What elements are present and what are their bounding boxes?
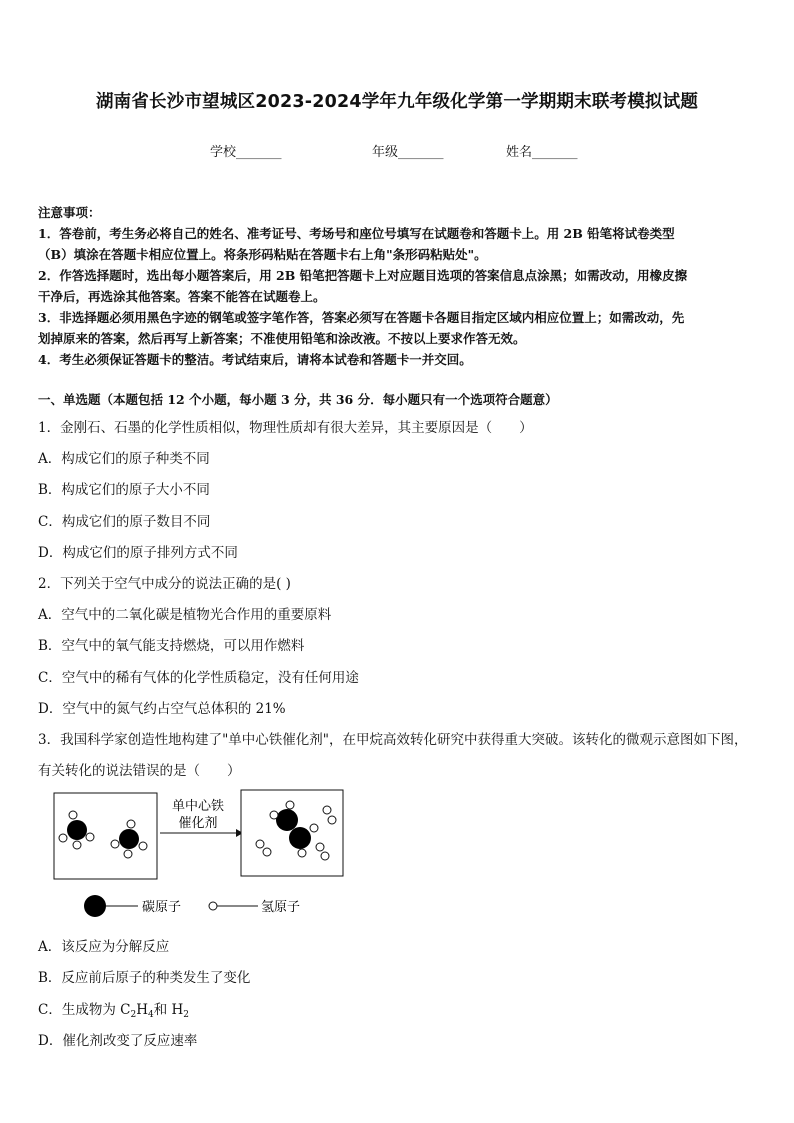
formula-part: 和 H <box>153 1002 184 1018</box>
question-3-stem-cont: 有关转化的说法错误的是（ ） <box>38 763 241 779</box>
notice-line: 3．非选择题必须用黑色字迹的钢笔或签字笔作答，答案必须写在答题卡各题目指定区域内相应位置上；如需改动，先 <box>38 310 685 325</box>
question-2-option-b: B．空气中的氧气能支持燃烧，可以用作燃料 <box>38 638 305 654</box>
question-3-option-b: B．反应前后原子的种类发生了变化 <box>38 970 251 986</box>
subscript: 4 <box>147 1010 154 1020</box>
page-title: 湖南省长沙市望城区2023-2024学年九年级化学第一学期期末联考模拟试题 <box>95 92 699 112</box>
question-3-stem: 3．我国科学家创造性地构建了"单中心铁催化剂"，在甲烷高效转化研究中获得重大突破。该转化的微观示意图如下图， <box>38 732 748 748</box>
name-field: 姓名_______ <box>506 145 578 160</box>
hydrogen-legend-icon <box>209 902 217 910</box>
question-1-option-b: B．构成它们的原子大小不同 <box>38 482 210 498</box>
question-1-option-d: D．构成它们的原子排列方式不同 <box>38 545 238 561</box>
notice-line: 干净后，再选涂其他答案。答案不能答在试题卷上。 <box>38 289 326 304</box>
question-1-option-c: C．构成它们的原子数目不同 <box>38 514 211 530</box>
question-2-option-a: A．空气中的二氧化碳是植物光合作用的重要原料 <box>38 607 332 623</box>
grade-field: 年级_______ <box>372 145 444 160</box>
question-2-stem: 2．下列关于空气中成分的说法正确的是( ) <box>38 576 291 592</box>
school-field: 学校_______ <box>210 145 282 160</box>
carbon-legend-label: 碳原子 <box>142 900 182 915</box>
subscript: 2 <box>183 1010 190 1020</box>
question-2-option-c: C．空气中的稀有气体的化学性质稳定，没有任何用途 <box>38 670 359 686</box>
reaction-diagram <box>50 786 370 926</box>
catalyst-label-line1: 单中心铁 <box>171 799 225 814</box>
carbon-legend-icon <box>84 895 106 917</box>
subscript: 2 <box>130 1010 137 1020</box>
hydrogen-legend-label: 氢原子 <box>261 900 301 915</box>
question-3-option-c <box>38 998 189 1020</box>
option-c-prefix: C．生成物为 C <box>38 1002 131 1018</box>
question-3-option-a: A．该反应为分解反应 <box>38 939 170 955</box>
notice-line: （B）填涂在答题卡相应位置上。将条形码粘贴在答题卡右上角"条形码粘贴处"。 <box>38 247 487 262</box>
question-3-option-d: D．催化剂改变了反应速率 <box>38 1033 198 1049</box>
notice-line: 1．答卷前，考生务必将自己的姓名、准考证号、考场号和座位号填写在试题卷和答题卡上。用 2B 铅笔将试卷类型 <box>38 226 675 241</box>
question-1-option-a: A．构成它们的原子种类不同 <box>38 451 210 467</box>
section-heading: 一、单选题（本题包括 12 个小题，每小题 3 分，共 36 分．每小题只有一个选项符合题意） <box>38 392 558 407</box>
catalyst-label-line2: 催化剂 <box>178 816 218 831</box>
question-1-stem: 1．金刚石、石墨的化学性质相似，物理性质却有很大差异，其主要原因是（ ） <box>38 420 533 436</box>
question-2-option-d: D．空气中的氮气约占空气总体积的 21% <box>38 701 286 717</box>
notice-line: 4．考生必须保证答题卡的整洁。考试结束后，请将本试卷和答题卡一并交回。 <box>38 352 472 367</box>
notice-heading: 注意事项： <box>38 205 101 220</box>
notice-line: 2．作答选择题时，选出每小题答案后，用 2B 铅笔把答题卡上对应题目选项的答案信息点涂黑；如需改动，用橡皮擦 <box>38 268 688 283</box>
formula-part: H <box>136 1002 148 1018</box>
notice-line: 划掉原来的答案，然后再写上新答案；不准使用铅笔和涂改液。不按以上要求作答无效。 <box>38 331 526 346</box>
